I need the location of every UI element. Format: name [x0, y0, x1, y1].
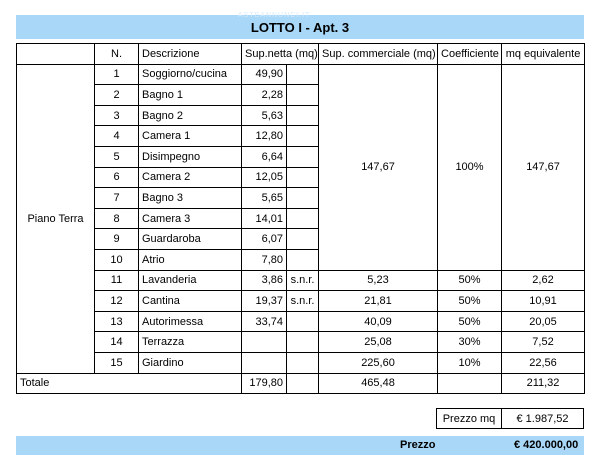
row-tag	[287, 332, 319, 353]
row-sup-netta: 5,65	[242, 188, 287, 209]
row-sup-netta: 6,64	[242, 146, 287, 167]
table-row	[17, 311, 585, 332]
row-tag	[287, 126, 319, 147]
row-number: 2	[95, 85, 139, 106]
row-sup-netta: 3,86	[242, 270, 287, 291]
header-sup-commerciale: Sup. commerciale (mq)	[319, 44, 438, 65]
row-sup-commerciale: 225,60	[319, 352, 438, 373]
table-row	[17, 291, 585, 312]
header-descrizione: Descrizione	[139, 44, 242, 65]
row-sup-netta	[242, 352, 287, 373]
row-sup-netta: 5,63	[242, 105, 287, 126]
row-description: Disimpegno	[139, 146, 242, 167]
row-sup-commerciale: 5,23	[319, 270, 438, 291]
row-coefficiente: 30%	[438, 332, 502, 353]
row-tag: s.n.r.	[287, 291, 319, 312]
totals-label: Totale	[17, 373, 242, 394]
row-number: 9	[95, 229, 139, 250]
row-tag	[287, 249, 319, 270]
row-coefficiente: 50%	[438, 311, 502, 332]
row-number: 4	[95, 126, 139, 147]
row-description: Bagno 1	[139, 85, 242, 106]
row-tag	[287, 105, 319, 126]
row-number: 11	[95, 270, 139, 291]
row-sup-netta: 12,80	[242, 126, 287, 147]
prezzo-label: Prezzo	[400, 439, 436, 451]
row-description: Autorimessa	[139, 311, 242, 332]
totals-sup-commerciale: 465,48	[319, 373, 438, 394]
table-row	[17, 332, 585, 353]
row-tag	[287, 188, 319, 209]
row-mq-equivalente: 2,62	[502, 270, 585, 291]
totals-mq-equivalente: 211,32	[502, 373, 585, 394]
table-row	[17, 352, 585, 373]
row-tag	[287, 311, 319, 332]
totals-row	[17, 373, 585, 394]
row-sup-netta: 33,74	[242, 311, 287, 332]
row-description: Soggiorno/cucina	[139, 64, 242, 85]
row-number: 3	[95, 105, 139, 126]
row-mq-equivalente: 22,56	[502, 352, 585, 373]
row-number: 12	[95, 291, 139, 312]
row-tag	[287, 146, 319, 167]
row-sup-commerciale: 21,81	[319, 291, 438, 312]
merged-coefficiente: 100%	[438, 64, 502, 270]
merged-sup-commerciale: 147,67	[319, 64, 438, 270]
row-coefficiente: 50%	[438, 291, 502, 312]
table-header-row	[17, 44, 585, 65]
row-number: 7	[95, 188, 139, 209]
row-sup-netta: 12,05	[242, 167, 287, 188]
row-mq-equivalente: 7,52	[502, 332, 585, 353]
header-n: N.	[95, 44, 139, 65]
totals-coef-blank	[438, 373, 502, 394]
row-description: Camera 3	[139, 208, 242, 229]
row-sup-netta	[242, 332, 287, 353]
row-tag	[287, 352, 319, 373]
row-number: 14	[95, 332, 139, 353]
row-mq-equivalente: 20,05	[502, 311, 585, 332]
row-number: 10	[95, 249, 139, 270]
row-number: 15	[95, 352, 139, 373]
totals-sup-netta: 179,80	[242, 373, 287, 394]
row-sup-commerciale: 25,08	[319, 332, 438, 353]
prezzo-bar	[16, 436, 584, 455]
row-sup-netta: 19,37	[242, 291, 287, 312]
watermark: ASTEANNUNCI.IT	[238, 12, 311, 19]
row-description: Lavanderia	[139, 270, 242, 291]
row-tag	[287, 229, 319, 250]
merged-mq-equivalente: 147,67	[502, 64, 585, 270]
row-description: Camera 2	[139, 167, 242, 188]
row-sup-netta: 49,90	[242, 64, 287, 85]
row-sup-netta: 6,07	[242, 229, 287, 250]
row-number: 8	[95, 208, 139, 229]
row-description: Giardino	[139, 352, 242, 373]
page-title: LOTTO I - Apt. 3	[250, 19, 350, 35]
row-number: 6	[95, 167, 139, 188]
row-tag	[287, 167, 319, 188]
header-sup-netta: Sup.netta (mq)	[242, 44, 319, 65]
row-description: Guardaroba	[139, 229, 242, 250]
row-sup-commerciale: 40,09	[319, 311, 438, 332]
prezzo-mq-value: € 1.987,52	[516, 412, 569, 425]
surface-table	[16, 43, 585, 394]
row-tag: s.n.r.	[287, 270, 319, 291]
row-sup-netta: 14,01	[242, 208, 287, 229]
header-blank	[17, 44, 95, 65]
row-coefficiente: 50%	[438, 270, 502, 291]
row-description: Cantina	[139, 291, 242, 312]
row-number: 5	[95, 146, 139, 167]
row-tag	[287, 64, 319, 85]
prezzo-mq-box	[436, 408, 584, 429]
row-number: 13	[95, 311, 139, 332]
header-coefficiente: Coefficiente	[438, 44, 502, 65]
prezzo-mq-label: Prezzo mq	[437, 409, 502, 428]
row-description: Terrazza	[139, 332, 242, 353]
row-description: Bagno 2	[139, 105, 242, 126]
row-description: Camera 1	[139, 126, 242, 147]
row-sup-netta: 2,28	[242, 85, 287, 106]
row-description: Bagno 3	[139, 188, 242, 209]
prezzo-value: € 420.000,00	[514, 439, 579, 451]
table-row	[17, 270, 585, 291]
row-sup-netta: 7,80	[242, 249, 287, 270]
header-mq-equivalente: mq equivalente	[502, 44, 585, 65]
totals-tag-blank	[287, 373, 319, 394]
table-row	[17, 64, 585, 85]
row-number: 1	[95, 64, 139, 85]
row-tag	[287, 208, 319, 229]
row-mq-equivalente: 10,91	[502, 291, 585, 312]
row-description: Atrio	[139, 249, 242, 270]
group-label-piano-terra: Piano Terra	[17, 64, 95, 373]
row-coefficiente: 10%	[438, 352, 502, 373]
row-tag	[287, 85, 319, 106]
